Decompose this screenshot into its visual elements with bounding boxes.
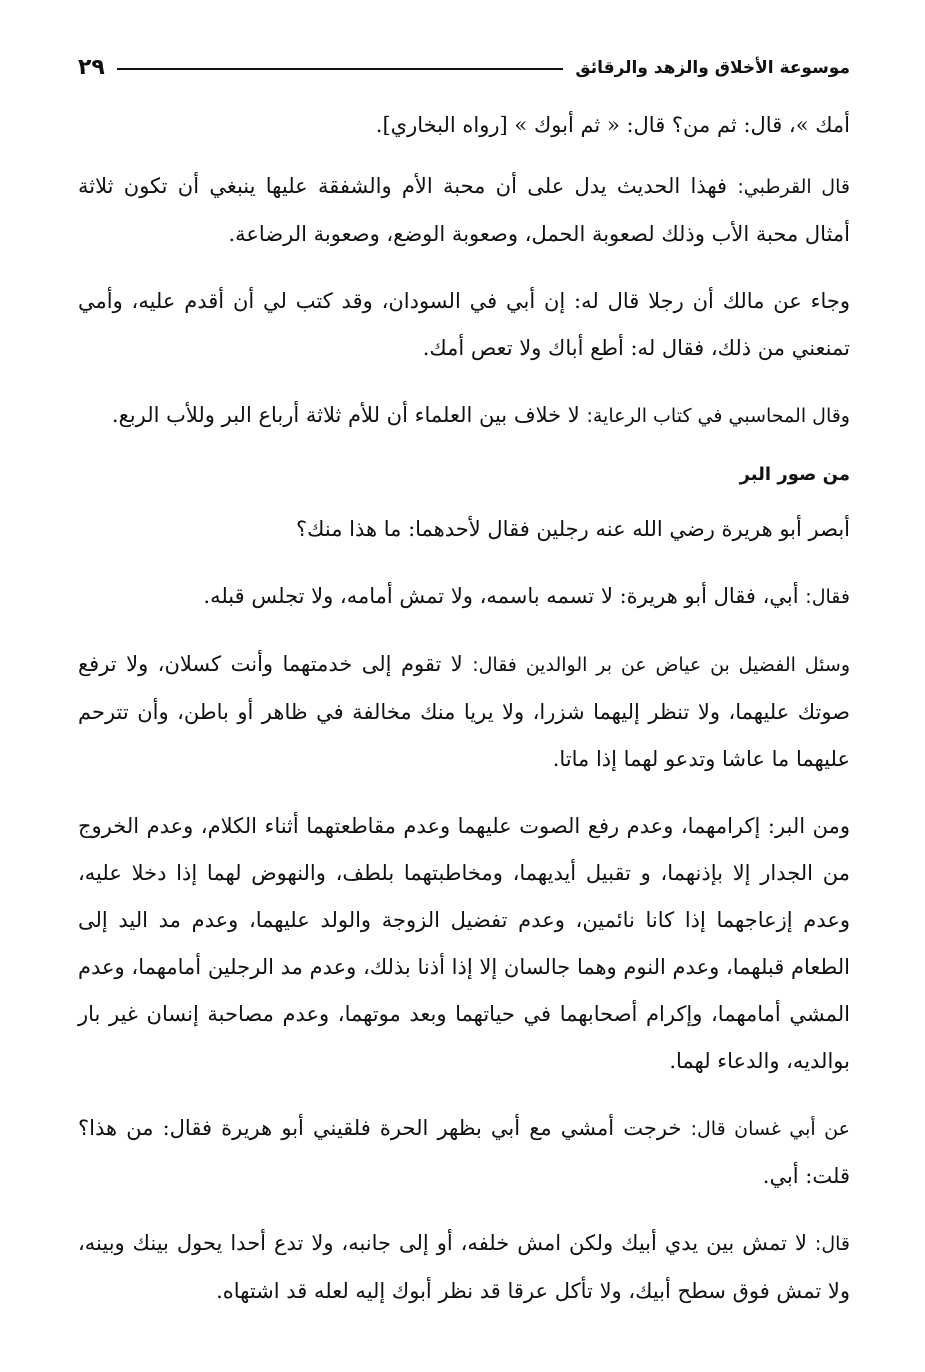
paragraph xyxy=(78,1220,850,1315)
paragraph-lead: قال: xyxy=(814,1233,850,1255)
paragraph-text: أبي، فقال أبو هريرة: لا تسمه باسمه، ولا تمش أمامه، ولا تجلس قبله. xyxy=(203,584,799,608)
paragraph xyxy=(78,392,850,440)
book-title: موسوعة الأخلاق والزهد والرقائق xyxy=(575,58,850,78)
page-header xyxy=(78,40,850,84)
paragraph xyxy=(78,506,850,553)
paragraph xyxy=(78,1105,850,1200)
paragraph-text: لا خلاف بين العلماء أن للأم ثلاثة أرباع البر وللأب الربع. xyxy=(111,403,580,427)
document-page xyxy=(78,40,850,1340)
paragraph-text: خرجت أمشي مع أبي بظهر الحرة فلقيني أبو هريرة فقال: من هذا؟ قلت: أبي. xyxy=(78,1116,850,1188)
paragraph xyxy=(78,803,850,1085)
paragraph-text: لا تمش بين يدي أبيك ولكن امش خلفه، أو إلى جانبه، ولا تدع أحدا يحول بينك وبينه، ولا تمش فوق سطح أبيك، ولا تأكل عرقا قد نظر أبوك إليه لعله قد اشتهاه. xyxy=(78,1231,850,1303)
paragraph-text: فهذا الحديث يدل على أن محبة الأم والشفقة عليها ينبغي أن تكون ثلاثة أمثال محبة الأب وذلك لصعوبة الحمل، وصعوبة الوضع، وصعوبة الرضاعة. xyxy=(78,174,850,246)
paragraph-text: وجاء عن مالك أن رجلا قال له: إن أبي في السودان، وقد كتب لي أن أقدم عليه، وأمي تمنعني من ذلك، فقال له: أطع أباك ولا تعص أمك. xyxy=(78,289,850,360)
paragraph-text: أبصر أبو هريرة رضي الله عنه رجلين فقال لأحدهما: ما هذا منك؟ xyxy=(296,517,850,541)
paragraph xyxy=(78,163,850,258)
paragraph xyxy=(78,102,850,149)
paragraph-text: أمك »، قال: ثم من؟ قال: « ثم أبوك » [رواه البخاري]. xyxy=(375,113,850,137)
paragraph-lead: فقال: xyxy=(805,586,850,608)
paragraph xyxy=(78,573,850,621)
page-number: ٢٩ xyxy=(78,55,105,80)
paragraph-lead: وسئل الفضيل بن عياض عن بر الوالدين فقال: xyxy=(472,654,850,676)
paragraph-text: ومن البر: إكرامهما، وعدم رفع الصوت عليهما وعدم مقاطعتهما أثناء الكلام، وعدم الخروج من الجدار إلا بإذنهما، و تقبيل أيديهما، ومخاطبتهما بلطف، والنهوض لهما إذا دخلا عليه، وعدم إزعاجهما إذا كانا نائمين، وعدم تفضيل الزوجة والولد عليهما، وعدم مد اليد إلى الطعام قبلهما، وعدم النوم وهما جالسان إلا إذا أذنا بذلك، وعدم مد الرجلين أمامهما، وعدم المشي أمامهما، وإكرام أصحابهما في حياتهما وبعد موتهما، وعدم مصاحبة إنسان غير بار بوالديه، والدعاء لهما. xyxy=(78,814,850,1073)
paragraph-lead: وقال المحاسبي في كتاب الرعاية: xyxy=(586,405,850,427)
header-rule xyxy=(117,68,564,70)
paragraph-lead: عن أبي غسان قال: xyxy=(690,1118,850,1140)
paragraph xyxy=(78,278,850,372)
paragraph xyxy=(78,641,850,783)
section-heading: من صور البر xyxy=(739,464,850,485)
paragraph-lead: قال القرطبي: xyxy=(737,176,850,198)
paragraph-text: لا تقوم إلى خدمتهما وأنت كسلان، ولا ترفع صوتك عليهما، ولا تنظر إليهما شزرا، ولا يريا منك مخالفة في ظاهر أو باطن، وأن تترحم عليهما ما عاشا وتدعو لهما إذا ماتا. xyxy=(78,652,850,771)
page-body xyxy=(78,102,850,1315)
